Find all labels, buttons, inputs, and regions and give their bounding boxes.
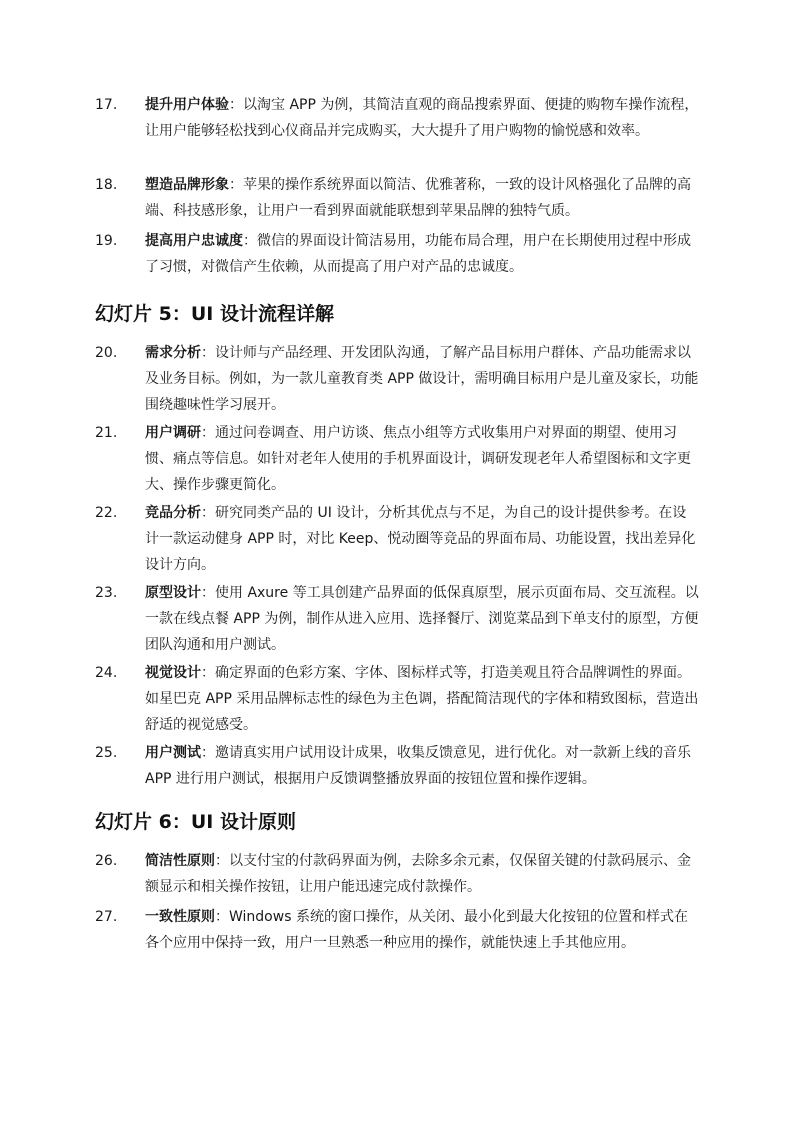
item-body xyxy=(145,420,700,498)
list-item-26 xyxy=(0,848,794,904)
item-separator: ： xyxy=(201,505,215,521)
item-number: 23. xyxy=(95,585,118,601)
item-separator: ： xyxy=(201,585,215,601)
item-body xyxy=(145,904,700,956)
item-body xyxy=(145,740,700,792)
section-heading-6: 幻灯片 6：UI 设计原则 xyxy=(95,811,296,833)
item-body xyxy=(145,580,700,658)
list-item-27 xyxy=(0,904,794,960)
list-item-22 xyxy=(0,500,794,580)
item-separator: ： xyxy=(215,909,229,925)
item-separator: ： xyxy=(215,853,229,869)
item-separator: ： xyxy=(201,345,215,361)
list-item-20 xyxy=(0,340,794,420)
item-term: 原型设计 xyxy=(145,585,201,601)
item-text: 以支付宝的付款码界面为例，去除多余元素，仅保留关键的付款码展示、金额显示和相关操作按钮，让用户能迅速完成付款操作。 xyxy=(145,853,691,895)
list-section-top xyxy=(0,92,794,284)
item-number: 27. xyxy=(95,909,118,925)
item-body xyxy=(145,660,700,738)
item-text: 使用 Axure 等工具创建产品界面的低保真原型，展示页面布局、交互流程。以一款在线点餐 APP 为例，制作从进入应用、选择餐厅、浏览菜品到下单支付的原型，方便团队沟通和用户测试。 xyxy=(145,585,699,653)
list-item-18 xyxy=(0,172,794,228)
item-separator: ： xyxy=(229,97,243,113)
item-number: 22. xyxy=(95,505,118,521)
item-text: 以淘宝 APP 为例，其简洁直观的商品搜索界面、便捷的购物车操作流程，让用户能够轻松找到心仪商品并完成购买，大大提升了用户购物的愉悦感和效率。 xyxy=(145,97,699,139)
item-text: 通过问卷调查、用户访谈、焦点小组等方式收集用户对界面的期望、使用习惯、痛点等信息。如针对老年人使用的手机界面设计，调研发现老年人希望图标和文字更大、操作步骤更简化。 xyxy=(145,425,691,493)
item-body xyxy=(145,848,700,900)
list-item-19 xyxy=(0,228,794,284)
item-number: 25. xyxy=(95,745,118,761)
item-text: 微信的界面设计简洁易用，功能布局合理，用户在长期使用过程中形成了习惯，对微信产生依赖，从而提高了用户对产品的忠诚度。 xyxy=(145,233,691,275)
list-item-23 xyxy=(0,580,794,660)
item-term: 提高用户忠诚度 xyxy=(145,233,243,249)
list-section-6 xyxy=(0,848,794,960)
item-separator: ： xyxy=(201,665,215,681)
item-separator: ： xyxy=(229,177,243,193)
item-separator: ： xyxy=(243,233,257,249)
item-number: 19. xyxy=(95,233,118,249)
section-heading-5: 幻灯片 5：UI 设计流程详解 xyxy=(95,303,334,325)
item-separator: ： xyxy=(201,745,215,761)
item-term: 提升用户体验 xyxy=(145,97,229,113)
item-body xyxy=(145,92,700,144)
item-term: 需求分析 xyxy=(145,345,201,361)
item-text: 设计师与产品经理、开发团队沟通，了解产品目标用户群体、产品功能需求以及业务目标。例如，为一款儿童教育类 APP 做设计，需明确目标用户是儿童及家长，功能围绕趣味性学习展开。 xyxy=(145,345,699,413)
item-number: 21. xyxy=(95,425,118,441)
item-body xyxy=(145,500,700,578)
item-number: 17. xyxy=(95,97,118,113)
item-term: 塑造品牌形象 xyxy=(145,177,229,193)
item-body xyxy=(145,172,700,224)
list-item-21 xyxy=(0,420,794,500)
item-number: 26. xyxy=(95,853,118,869)
list-section-5 xyxy=(0,340,794,796)
item-text: 确定界面的色彩方案、字体、图标样式等，打造美观且符合品牌调性的界面。如星巴克 APP 采用品牌标志性的绿色为主色调，搭配简洁现代的字体和精致图标，营造出舒适的视觉感受。 xyxy=(145,665,699,733)
item-term: 视觉设计 xyxy=(145,665,201,681)
item-number: 20. xyxy=(95,345,118,361)
item-body xyxy=(145,228,700,280)
item-term: 用户测试 xyxy=(145,745,201,761)
list-item-25 xyxy=(0,740,794,796)
item-number: 24. xyxy=(95,665,118,681)
list-item-24 xyxy=(0,660,794,740)
item-text: 苹果的操作系统界面以简洁、优雅著称，一致的设计风格强化了品牌的高端、科技感形象，让用户一看到界面就能联想到苹果品牌的独特气质。 xyxy=(145,177,691,219)
item-term: 简洁性原则 xyxy=(145,853,215,869)
item-term: 竞品分析 xyxy=(145,505,201,521)
item-text: 邀请真实用户试用设计成果，收集反馈意见，进行优化。对一款新上线的音乐 APP 进行用户测试，根据用户反馈调整播放界面的按钮位置和操作逻辑。 xyxy=(145,745,691,787)
item-number: 18. xyxy=(95,177,118,193)
item-term: 一致性原则 xyxy=(145,909,215,925)
item-body xyxy=(145,340,700,418)
item-text: Windows 系统的窗口操作，从关闭、最小化到最大化按钮的位置和样式在各个应用中保持一致，用户一旦熟悉一种应用的操作，就能快速上手其他应用。 xyxy=(145,909,688,951)
item-separator: ： xyxy=(201,425,215,441)
item-term: 用户调研 xyxy=(145,425,201,441)
item-text: 研究同类产品的 UI 设计，分析其优点与不足，为自己的设计提供参考。在设计一款运动健身 APP 时，对比 Keep、悦动圈等竞品的界面布局、功能设置，找出差异化设计方向。 xyxy=(145,505,696,573)
list-item-17 xyxy=(0,92,794,172)
